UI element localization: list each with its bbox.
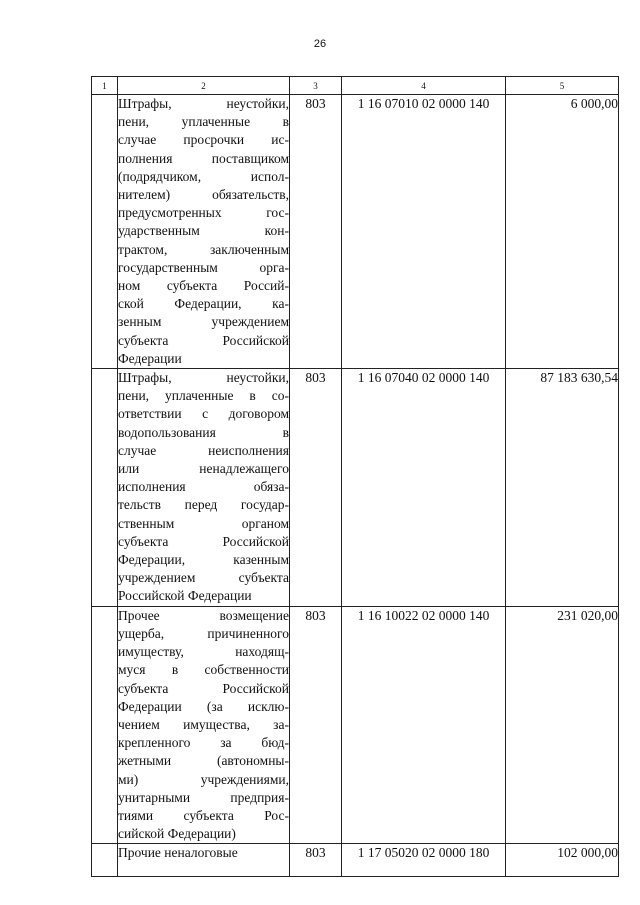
description-line: водопользования в [118,424,289,440]
description-line: субъекта Российской [118,533,289,549]
description-line: субъекта Российской [118,332,289,348]
table-header-row [92,77,619,95]
table-row [92,95,619,369]
revenue-description-cell [118,95,290,369]
revenue-description-cell [118,844,290,877]
column-header: 3 [290,77,342,95]
description-line: случае неисполнения [118,442,289,458]
page-number: 26 [313,38,327,50]
description-line: ответствии с договором [118,406,289,422]
column-header: 2 [118,77,290,95]
description-line: жетными (автономны- [118,753,289,769]
description-line: Штрафы, неустойки, [118,96,289,111]
description-line: тельств перед государ- [118,497,289,513]
admin-code-cell: 803 [290,844,342,877]
description-line: имуществу, находящ- [118,644,289,660]
row-number-cell [92,95,118,369]
amount-cell: 6 000,00 [506,95,619,369]
amount-cell: 87 183 630,54 [506,369,619,607]
description-line: Федерации, казенным [118,552,289,568]
amount-cell: 102 000,00 [506,844,619,877]
revenue-table [91,76,619,877]
description-line: ской Федерации, ка- [118,296,289,312]
revenue-description-cell [118,606,290,844]
description-line: ущерба, причиненного [118,625,289,641]
description-line: чением имущества, за- [118,716,289,732]
description-line: крепленного за бюд- [118,735,289,751]
row-number-cell [92,606,118,844]
description-line: тиями субъекта Рос- [118,807,289,823]
description-line: унитарными предприя- [118,789,289,805]
description-line: учреждением субъекта [118,570,289,586]
table-row [92,844,619,877]
description-line: Штрафы, неустойки, [118,370,289,386]
budget-classification-code-cell: 1 16 07040 02 0000 140 [342,369,506,607]
description-line: муся в собственности [118,662,289,678]
description-line: предусмотренных гос- [118,205,289,221]
description-line: полнения поставщиком [118,150,289,166]
description-line: пени, уплаченные в со- [118,388,289,404]
description-line: или ненадлежащего [118,461,289,477]
column-header: 1 [92,77,118,95]
description-line: ном субъекта Россий- [118,278,289,294]
description-line: ударственным кон- [118,223,289,239]
admin-code-cell: 803 [290,369,342,607]
row-number-cell [92,844,118,877]
description-line: Федерации (за исклю- [118,698,289,714]
description-line: Прочие неналоговые [118,845,238,861]
description-line: пени, уплаченные в [118,114,289,130]
budget-classification-code-cell: 1 16 10022 02 0000 140 [342,606,506,844]
description-line: (подрядчиком, испол- [118,168,289,184]
amount-cell: 231 020,00 [506,606,619,844]
description-line: Российской Федерации [118,588,252,604]
budget-classification-code-cell: 1 16 07010 02 0000 140 [342,95,506,369]
description-line: исполнения обяза- [118,479,289,495]
description-line: Федерации [118,350,182,366]
table-row [92,606,619,844]
description-line: ственным органом [118,515,289,531]
column-header: 4 [342,77,506,95]
row-number-cell [92,369,118,607]
description-line: трактом, заключенным [118,241,289,257]
description-line: субъекта Российской [118,680,289,696]
description-line: зенным учреждением [118,314,289,330]
admin-code-cell: 803 [290,95,342,369]
description-line: ми) учреждениями, [118,771,289,787]
revenue-description-cell [118,369,290,607]
description-line: государственным орга- [118,259,289,275]
table-row [92,369,619,607]
description-line: Прочее возмещение [118,607,289,623]
admin-code-cell: 803 [290,606,342,844]
description-line: случае просрочки ис- [118,132,289,148]
column-header: 5 [506,77,619,95]
description-line: нителем) обязательств, [118,187,289,203]
budget-classification-code-cell: 1 17 05020 02 0000 180 [342,844,506,877]
description-line: сийской Федерации) [118,826,236,842]
